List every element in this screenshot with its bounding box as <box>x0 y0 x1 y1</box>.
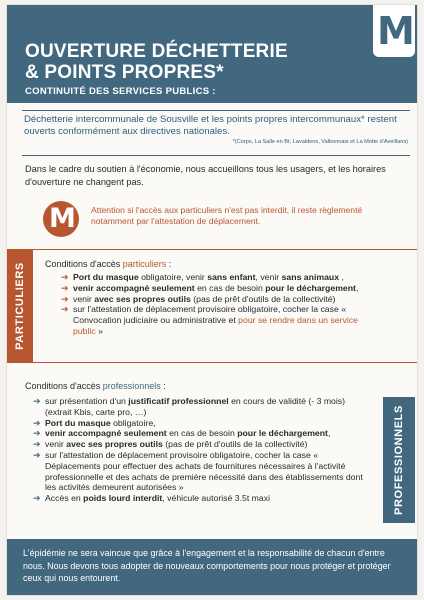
list-item: ➔ sur présentation d'un justificatif professionnel en cours de validité (- 3 mois) (extrait Kbis, carte pro, …) <box>33 396 346 417</box>
notice-logo <box>43 201 79 237</box>
professionnels-title: Conditions d'accès professionnels : <box>25 381 166 391</box>
particuliers-label: PARTICULIERS <box>14 262 26 350</box>
list-item: ➔ sur l'attestation de déplacement provisoire obligatoire, cocher la case « Déplacements pour effectuer des achats de fournitures nécessaires à l'activité professionnelle et des achats de première nécessité dans des établissements dont les activités demeurent autorisées » <box>33 449 363 493</box>
flyer-page <box>6 4 418 596</box>
logo <box>373 5 415 57</box>
arrow-icon: ➔ <box>33 396 41 406</box>
header-banner <box>7 5 418 103</box>
notice-text: Attention si l'accès aux particuliers n'est pas interdit, il reste règlementé notamment par l'attestation de déplacement. <box>91 205 363 226</box>
particuliers-section <box>7 249 418 363</box>
arrow-icon: ➔ <box>61 304 69 315</box>
arrow-icon: ➔ <box>61 272 69 282</box>
intro-footnote: *(Corps, La Salle en Bt, Lavaldens, Valbonnais et La Motte d'Aveillans) <box>232 139 408 145</box>
list-item: ➔ sur l'attestation de déplacement provisoire obligatoire, cocher la case « Convocation judiciaire ou administrative et pour se rendre dans un service public » <box>61 304 358 336</box>
list-item: ➔ Port du masque obligatoire, venir sans enfant, venir sans animaux , <box>61 272 344 282</box>
intro-box <box>22 110 410 156</box>
intro-text: Déchetterie intercommunale de Sousville et les points propres intercommunaux* restent ouverts conformément aux directives nationales. <box>24 114 397 137</box>
list-item: ➔ Accès en poids lourd interdit, véhicule autorisé 3.5t maxi <box>33 493 270 504</box>
arrow-icon: ➔ <box>33 493 41 504</box>
professionnels-label: PROFESSIONNELS <box>393 405 405 515</box>
intro-paragraph: Dans le cadre du soutien à l'économie, nous accueillons tous les usagers, et les horaires d'ouverture ne changent pas. <box>25 164 386 187</box>
list-item: ➔ venir accompagné seulement en cas de besoin pour le déchargement, <box>61 282 359 293</box>
arrow-icon: ➔ <box>33 428 41 439</box>
arrow-icon: ➔ <box>33 417 41 428</box>
particuliers-title: Conditions d'accès particuliers : <box>45 259 172 269</box>
notice-logo-letter: M <box>49 203 76 234</box>
page-subtitle: CONTINUITÉ DES SERVICES PUBLICS : <box>25 86 216 97</box>
professionnels-tab <box>383 397 415 523</box>
footer-banner <box>7 539 418 596</box>
list-item: ➔ venir accompagné seulement en cas de besoin pour le déchargement, <box>33 428 331 439</box>
logo-letter: M <box>377 9 415 53</box>
professionnels-list <box>33 396 373 504</box>
arrow-icon: ➔ <box>33 449 41 460</box>
arrow-icon: ➔ <box>33 439 41 450</box>
list-item: ➔ venir avec ses propres outils (pas de prêt d'outils de la collectivité) <box>33 439 308 450</box>
title-line-1: OUVERTURE DÉCHETTERIE <box>25 41 288 62</box>
title-line-2: & POINTS PROPRES* <box>25 62 224 83</box>
arrow-icon: ➔ <box>61 282 69 293</box>
particuliers-tab <box>7 250 33 362</box>
list-item: ➔ venir avec ses propres outils (pas de prêt d'outils de la collectivité) <box>61 293 336 304</box>
list-item: ➔ Port du masque obligatoire, <box>33 417 156 428</box>
particuliers-list <box>61 272 373 337</box>
footer-text: L'épidémie ne sera vaincue que grâce à l'engagement et la responsabilité de chacun d'entre nous. Nous devons tous adopter de nouveaux comportements pour nous protéger et protéger ceux qui nous entourent. <box>23 548 391 583</box>
page-title <box>25 41 355 83</box>
arrow-icon: ➔ <box>61 293 69 304</box>
